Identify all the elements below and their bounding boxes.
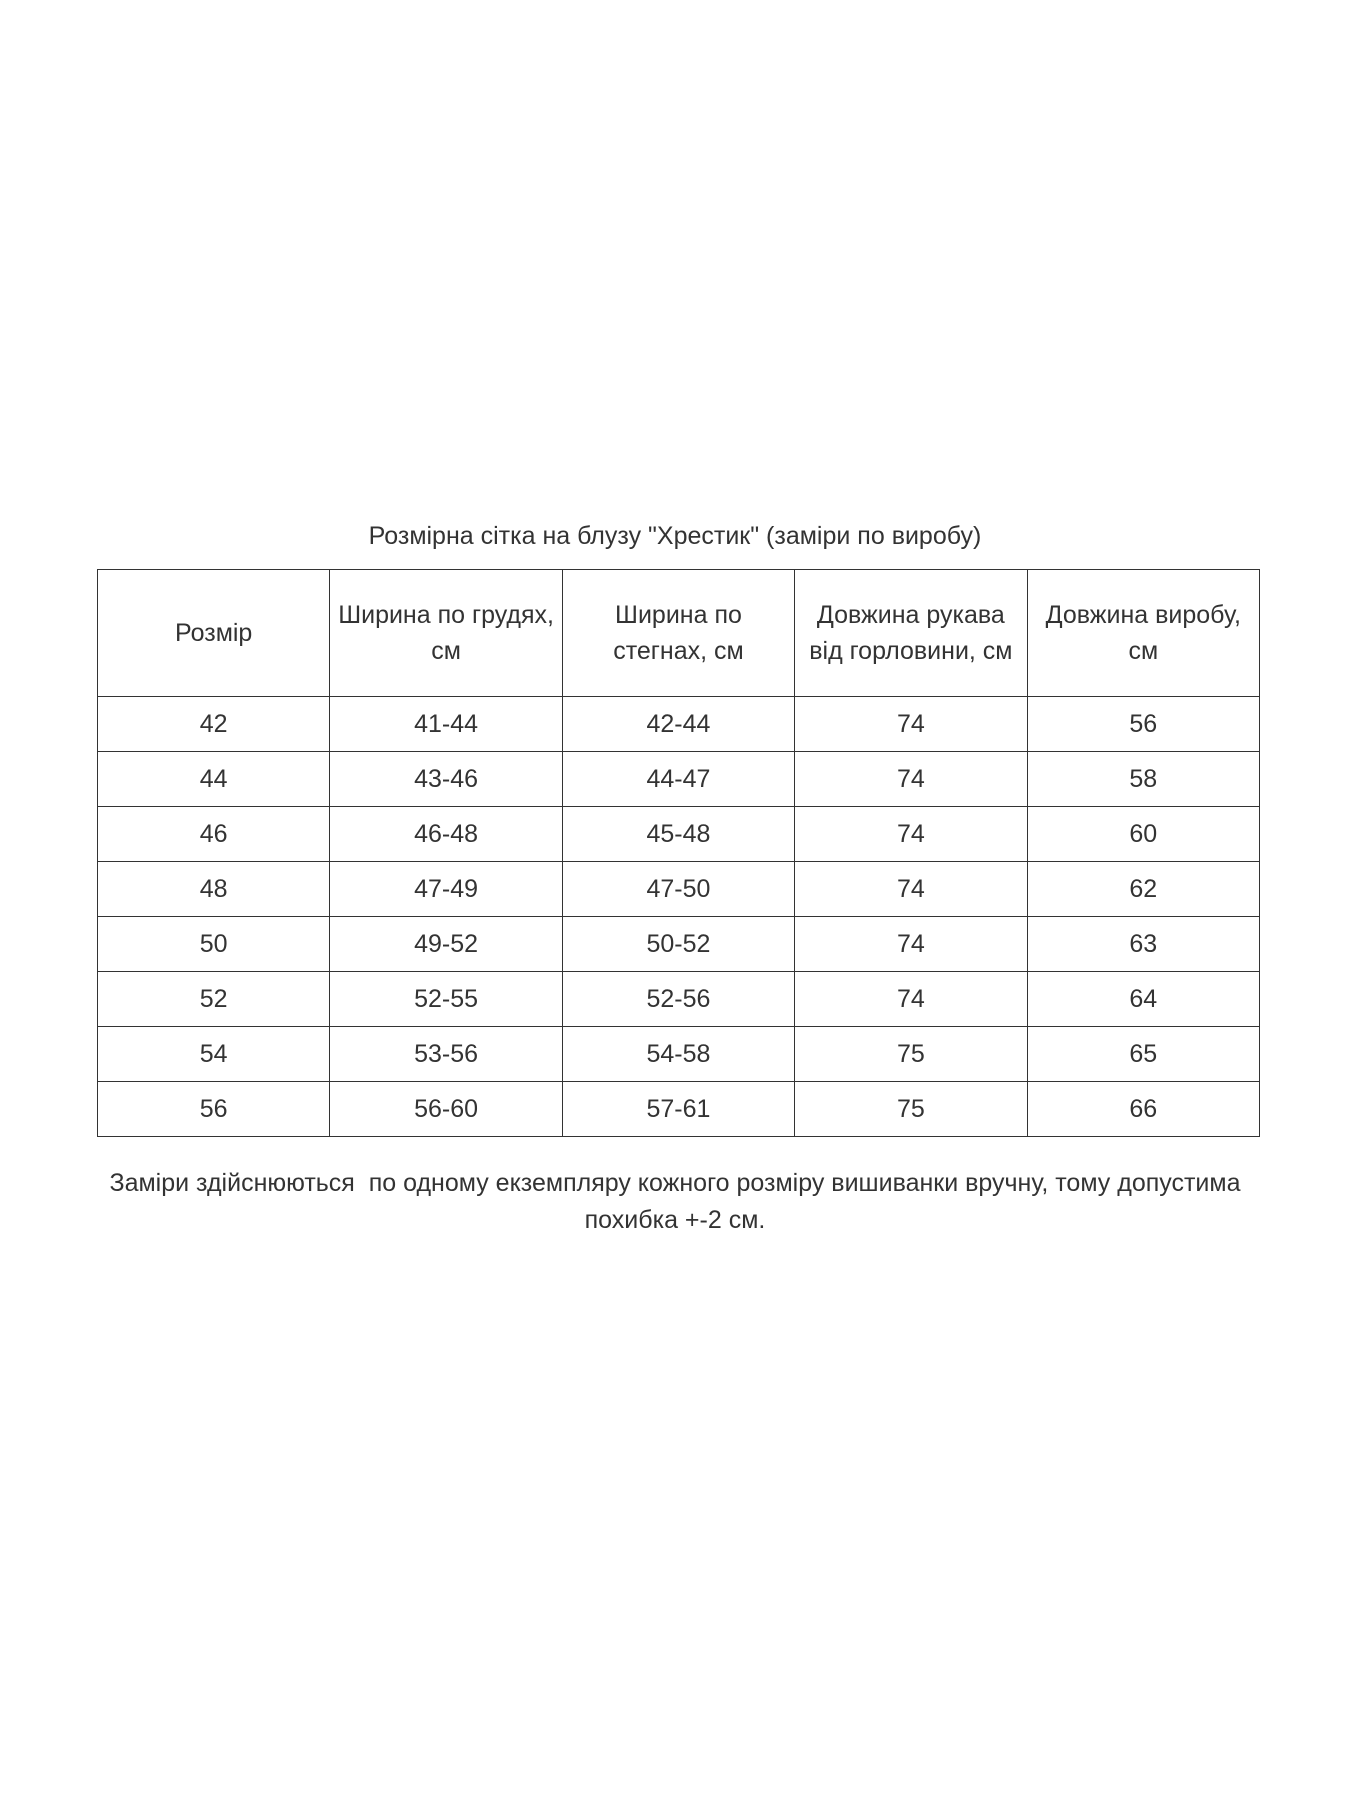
- cell-chest-width: 53-56: [330, 1027, 562, 1082]
- measurement-note: Заміри здійснюються по одному екземпляру кожного розміру вишиванки вручну, тому допустима похибка +-2 см.: [109, 1169, 1248, 1234]
- cell-garment-length: 56: [1027, 697, 1259, 752]
- cell-garment-length: 62: [1027, 862, 1259, 917]
- size-chart-table: [97, 569, 1260, 1137]
- cell-garment-length: 58: [1027, 752, 1259, 807]
- header-hip-width: Ширина по стегнах, см: [562, 570, 794, 697]
- table-row: [98, 1027, 1260, 1082]
- header-garment-length: Довжина виробу, см: [1027, 570, 1259, 697]
- table-row: [98, 752, 1260, 807]
- cell-size: 48: [98, 862, 330, 917]
- header-sleeve-length: Довжина рукава від горловини, см: [795, 570, 1027, 697]
- cell-garment-length: 64: [1027, 972, 1259, 1027]
- cell-size: 42: [98, 697, 330, 752]
- cell-chest-width: 52-55: [330, 972, 562, 1027]
- header-chest-width: Ширина по грудях, см: [330, 570, 562, 697]
- cell-size: 44: [98, 752, 330, 807]
- cell-sleeve-length: 75: [795, 1027, 1027, 1082]
- cell-hip-width: 47-50: [562, 862, 794, 917]
- cell-sleeve-length: 74: [795, 917, 1027, 972]
- table-row: [98, 697, 1260, 752]
- table-row: [98, 917, 1260, 972]
- cell-hip-width: 52-56: [562, 972, 794, 1027]
- cell-chest-width: 49-52: [330, 917, 562, 972]
- cell-hip-width: 42-44: [562, 697, 794, 752]
- cell-chest-width: 56-60: [330, 1082, 562, 1137]
- cell-hip-width: 57-61: [562, 1082, 794, 1137]
- header-size: Розмір: [98, 570, 330, 697]
- cell-garment-length: 66: [1027, 1082, 1259, 1137]
- cell-sleeve-length: 74: [795, 697, 1027, 752]
- cell-hip-width: 50-52: [562, 917, 794, 972]
- table-row: [98, 807, 1260, 862]
- cell-garment-length: 63: [1027, 917, 1259, 972]
- cell-garment-length: 60: [1027, 807, 1259, 862]
- cell-sleeve-length: 74: [795, 862, 1027, 917]
- table-row: [98, 1082, 1260, 1137]
- cell-chest-width: 46-48: [330, 807, 562, 862]
- cell-hip-width: 45-48: [562, 807, 794, 862]
- cell-sleeve-length: 74: [795, 972, 1027, 1027]
- cell-chest-width: 47-49: [330, 862, 562, 917]
- cell-chest-width: 43-46: [330, 752, 562, 807]
- cell-size: 46: [98, 807, 330, 862]
- cell-size: 54: [98, 1027, 330, 1082]
- cell-garment-length: 65: [1027, 1027, 1259, 1082]
- cell-sleeve-length: 75: [795, 1082, 1027, 1137]
- cell-hip-width: 44-47: [562, 752, 794, 807]
- cell-sleeve-length: 74: [795, 807, 1027, 862]
- cell-size: 52: [98, 972, 330, 1027]
- table-header-row: [98, 570, 1260, 697]
- cell-size: 56: [98, 1082, 330, 1137]
- cell-chest-width: 41-44: [330, 697, 562, 752]
- table-row: [98, 972, 1260, 1027]
- cell-hip-width: 54-58: [562, 1027, 794, 1082]
- size-chart-title: Розмірна сітка на блузу "Хрестик" (заміри по виробу): [368, 522, 982, 550]
- table-row: [98, 862, 1260, 917]
- cell-size: 50: [98, 917, 330, 972]
- cell-sleeve-length: 74: [795, 752, 1027, 807]
